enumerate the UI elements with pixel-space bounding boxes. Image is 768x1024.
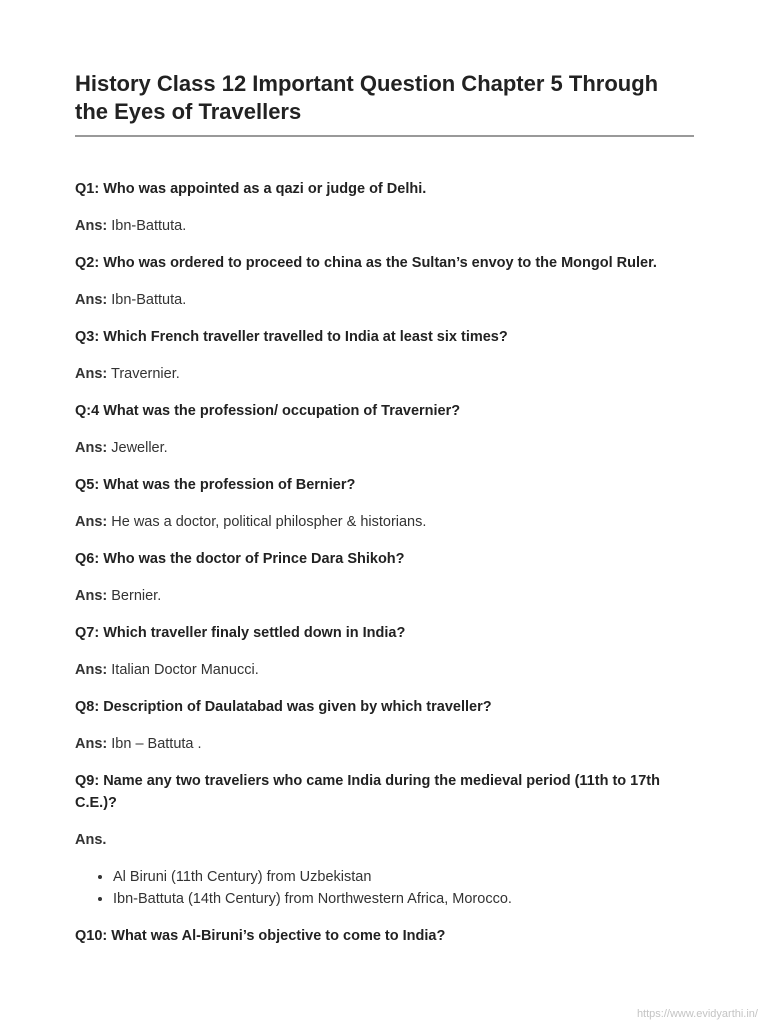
answer-label: Ans: (75, 218, 108, 234)
question-text: Q9: Name any two traveliers who came India during the medieval period (11th to 17th C.E.)? (75, 773, 660, 811)
question-item-9 (75, 770, 694, 814)
question-item-8 (75, 696, 694, 718)
answer-value: Ibn – Battuta . (111, 736, 202, 752)
answer-label: Ans: (75, 292, 108, 308)
question-text: Q2: Who was ordered to proceed to china as the Sultan’s envoy to the Mongol Ruler. (75, 255, 657, 271)
title-divider (75, 135, 694, 137)
answer-label: Ans: (75, 440, 108, 456)
answer-text (75, 733, 694, 755)
answer-value: Bernier. (111, 588, 162, 604)
answer-text (75, 289, 694, 311)
answer-text (75, 829, 694, 851)
question-item-3 (75, 326, 694, 348)
answer-item-9 (75, 829, 694, 851)
answer-value: Ibn-Battuta. (111, 292, 187, 308)
answer-label: Ans: (75, 514, 108, 530)
question-text: Q:4 What was the profession/ occupation of Travernier? (75, 403, 461, 419)
source-url: https://www.evidyarthi.in/ (636, 1008, 758, 1020)
answer-item-3 (75, 363, 694, 385)
answer-item-4 (75, 437, 694, 459)
question-list (75, 178, 694, 962)
bullet-list (75, 866, 694, 910)
question-item-1 (75, 178, 694, 200)
question-item-2 (75, 252, 694, 274)
list-item: • Ibn-Battuta (14th Century) from Northwestern Africa, Morocco. (113, 888, 694, 910)
question-item-7 (75, 622, 694, 644)
question-text: Q6: Who was the doctor of Prince Dara Shikoh? (75, 551, 405, 567)
answer-item-6 (75, 585, 694, 607)
answer-item-2 (75, 289, 694, 311)
question-text: Q3: Which French traveller travelled to India at least six times? (75, 329, 508, 345)
question-text: Q5: What was the profession of Bernier? (75, 477, 356, 493)
answer-label: Ans: (75, 588, 108, 604)
answer-label: Ans. (75, 832, 107, 848)
page-title: History Class 12 Important Question Chapter 5 Through the Eyes of Travellers (75, 71, 659, 124)
answer-item-1 (75, 215, 694, 237)
answer-text (75, 585, 694, 607)
answer-value: Travernier. (111, 366, 180, 382)
question-item-6 (75, 548, 694, 570)
question-text: Q10: What was Al-Biruni’s objective to come to India? (75, 928, 446, 944)
question-item-10 (75, 925, 694, 947)
answer-item-5 (75, 511, 694, 533)
list-item: • Al Biruni (11th Century) from Uzbekistan (113, 866, 694, 888)
answer-text (75, 363, 694, 385)
question-text: Q8: Description of Daulatabad was given by which traveller? (75, 699, 492, 715)
answer-text (75, 215, 694, 237)
answer-label: Ans: (75, 366, 108, 382)
question-text: Q1: Who was appointed as a qazi or judge of Delhi. (75, 181, 427, 197)
answer-value: Italian Doctor Manucci. (111, 662, 259, 678)
question-item-4 (75, 400, 694, 422)
answer-label: Ans: (75, 736, 108, 752)
answer-item-7 (75, 659, 694, 681)
question-text: Q7: Which traveller finaly settled down in India? (75, 625, 406, 641)
answer-list-9 (75, 866, 694, 910)
answer-label: Ans: (75, 662, 108, 678)
answer-text (75, 437, 694, 459)
question-item-5 (75, 474, 694, 496)
answer-text (75, 659, 694, 681)
answer-value: Ibn-Battuta. (111, 218, 187, 234)
answer-item-8 (75, 733, 694, 755)
answer-text (75, 511, 694, 533)
answer-value: Jeweller. (111, 440, 168, 456)
answer-value: He was a doctor, political philospher & historians. (111, 514, 427, 530)
